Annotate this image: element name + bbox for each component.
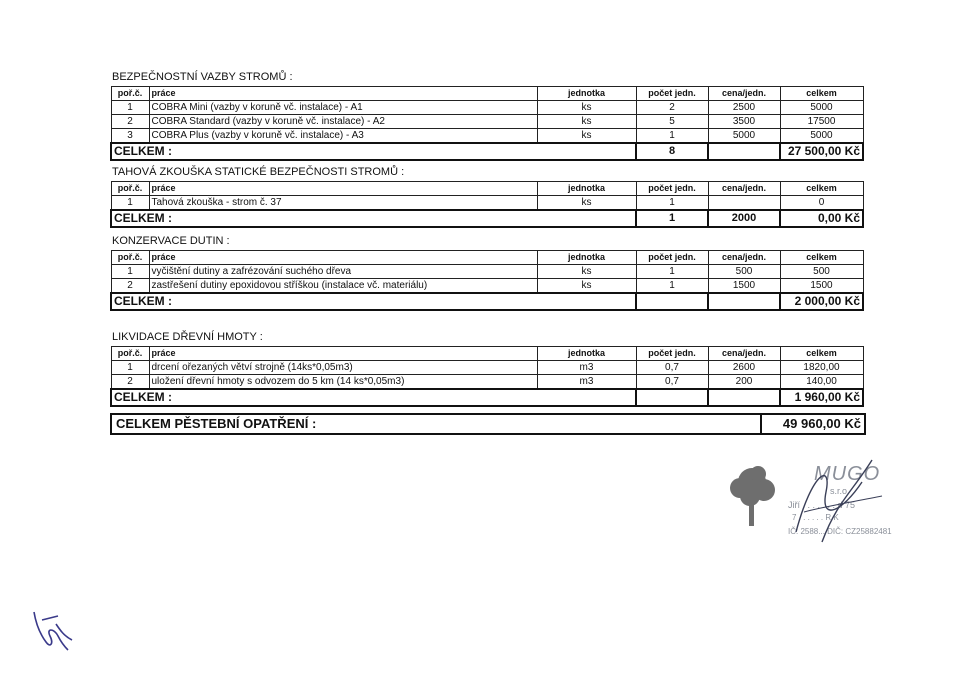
section-total-row [111,143,863,160]
cell-unit: ks [537,129,636,144]
svg-text:s.r.o.: s.r.o. [830,486,850,496]
cell-qty: 1 [636,279,708,294]
cell-unit: ks [537,115,636,129]
total-price: 2000 [708,210,780,227]
table-row [111,279,863,294]
cell-unit: m3 [537,375,636,390]
cell-price: 3500 [708,115,780,129]
total-qty: 1 [636,210,708,227]
header-price: cena/jedn. [708,182,780,196]
header-work: práce [149,251,537,265]
cell-work: COBRA Mini (vazby v koruně vč. instalace) - A1 [149,101,537,115]
cell-price: 200 [708,375,780,390]
total-sum: 1 960,00 Kč [780,389,863,406]
cell-num: 2 [111,115,149,129]
grand-total-value: 49 960,00 Kč [760,415,864,433]
header-qty: počet jedn. [636,87,708,101]
section-title: LIKVIDACE DŘEVNÍ HMOTY : [112,331,263,343]
header-unit: jednotka [537,182,636,196]
cell-num: 1 [111,361,149,375]
total-qty: 8 [636,143,708,160]
table-row [111,101,863,115]
section-title: BEZPEČNOSTNÍ VAZBY STROMŮ : [112,71,293,83]
cell-qty: 2 [636,101,708,115]
cell-qty: 5 [636,115,708,129]
cell-total: 17500 [780,115,863,129]
total-sum: 2 000,00 Kč [780,293,863,310]
header-num: poř.č. [111,347,149,361]
header-qty: počet jedn. [636,182,708,196]
section-likvidace-drevni-hmoty [110,331,862,407]
table-header-row [111,347,863,361]
cell-total: 140,00 [780,375,863,390]
total-label: CELKEM : [111,210,636,227]
company-stamp [722,452,912,547]
total-label: CELKEM : [111,293,636,310]
cell-price: 500 [708,265,780,279]
cell-total: 5000 [780,101,863,115]
cell-total: 5000 [780,129,863,144]
header-qty: počet jedn. [636,251,708,265]
header-work: práce [149,182,537,196]
total-price [708,389,780,406]
cell-unit: ks [537,265,636,279]
cell-qty: 1 [636,265,708,279]
table-row [111,115,863,129]
header-num: poř.č. [111,251,149,265]
svg-text:7 . . . . . . R K: 7 . . . . . . R K [792,513,839,522]
table-row [111,375,863,390]
cell-price: 2500 [708,101,780,115]
table-header-row [111,251,863,265]
cell-unit: m3 [537,361,636,375]
cell-work: COBRA Plus (vazby v koruně vč. instalace) - A3 [149,129,537,144]
cell-unit: ks [537,196,636,211]
header-unit: jednotka [537,251,636,265]
header-price: cena/jedn. [708,347,780,361]
header-unit: jednotka [537,347,636,361]
cell-work: vyčištění dutiny a zafrézování suchého dřeva [149,265,537,279]
section-title: KONZERVACE DUTIN : [112,235,230,247]
section-total-row [111,293,863,310]
items-table [110,250,864,311]
cell-work: drcení ořezaných větví strojně (14ks*0,05m3) [149,361,537,375]
items-table [110,181,864,228]
total-qty [636,389,708,406]
total-qty [636,293,708,310]
cell-num: 2 [111,375,149,390]
cell-price: 5000 [708,129,780,144]
cell-work: uložení dřevní hmoty s odvozem do 5 km (14 ks*0,05m3) [149,375,537,390]
header-work: práce [149,347,537,361]
grand-total-label: CELKEM PĚSTEBNÍ OPATŘENÍ : [116,416,317,431]
header-num: poř.č. [111,87,149,101]
cell-qty: 0,7 [636,361,708,375]
cell-total: 500 [780,265,863,279]
grand-total-box [110,413,866,435]
cell-unit: ks [537,101,636,115]
header-price: cena/jedn. [708,87,780,101]
tree-logo-icon [730,466,775,526]
cell-total: 1500 [780,279,863,294]
svg-text:MUGO: MUGO [814,463,881,485]
items-table [110,86,864,161]
cell-price [708,196,780,211]
total-price [708,293,780,310]
section-konzervace-dutin [110,235,862,311]
header-num: poř.č. [111,182,149,196]
section-tahova-zkouska [110,166,862,228]
svg-text:Jiří . . . . . . . d 75: Jiří . . . . . . . d 75 [788,500,856,510]
cell-total: 1820,00 [780,361,863,375]
table-row [111,129,863,144]
header-price: cena/jedn. [708,251,780,265]
header-qty: počet jedn. [636,347,708,361]
cell-qty: 1 [636,196,708,211]
total-label: CELKEM : [111,389,636,406]
total-label: CELKEM : [111,143,636,160]
table-header-row [111,182,863,196]
cell-num: 1 [111,265,149,279]
section-total-row [111,210,863,227]
table-header-row [111,87,863,101]
cell-num: 1 [111,101,149,115]
cell-work: zastřešení dutiny epoxidovou stříškou (instalace vč. materiálu) [149,279,537,294]
table-row [111,265,863,279]
header-unit: jednotka [537,87,636,101]
section-total-row [111,389,863,406]
header-total: celkem [780,182,863,196]
cell-work: Tahová zkouška - strom č. 37 [149,196,537,211]
header-total: celkem [780,87,863,101]
cell-price: 1500 [708,279,780,294]
header-total: celkem [780,347,863,361]
cell-total: 0 [780,196,863,211]
cell-unit: ks [537,279,636,294]
cell-num: 1 [111,196,149,211]
total-sum: 27 500,00 Kč [780,143,863,160]
table-row [111,196,863,211]
cell-num: 2 [111,279,149,294]
table-row [111,361,863,375]
cell-qty: 0,7 [636,375,708,390]
header-work: práce [149,87,537,101]
total-sum: 0,00 Kč [780,210,863,227]
header-total: celkem [780,251,863,265]
handwritten-signature [28,606,80,656]
section-title: TAHOVÁ ZKOUŠKA STATICKÉ BEZPEČNOSTI STROMŮ : [112,166,405,178]
section-bezpecnostni-vazby [110,71,862,161]
svg-text:IČ: 2588... DIČ: CZ25882481: IČ: 2588... DIČ: CZ25882481 [788,527,892,536]
total-price [708,143,780,160]
cell-qty: 1 [636,129,708,144]
cell-num: 3 [111,129,149,144]
items-table [110,346,864,407]
cell-work: COBRA Standard (vazby v koruně vč. instalace) - A2 [149,115,537,129]
cell-price: 2600 [708,361,780,375]
